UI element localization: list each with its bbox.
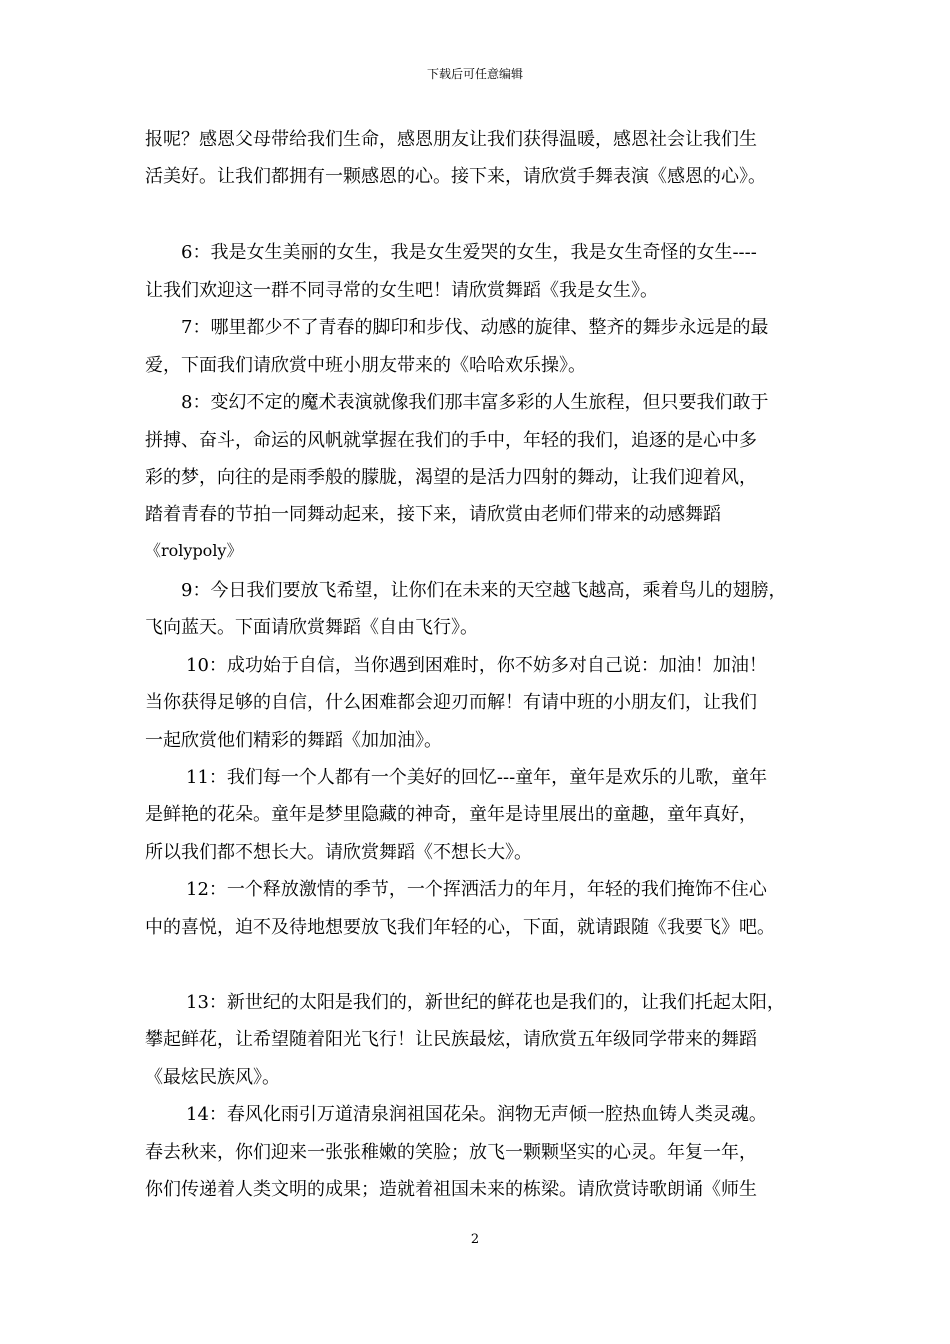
text-line: 你们传递着人类文明的成果；造就着祖国未来的栋梁。请欣赏诗歌朗诵《师生 — [145, 1179, 757, 1200]
text-line: 是鲜艳的花朵。童年是梦里隐藏的神奇，童年是诗里展出的童趣，童年真好， — [145, 804, 757, 825]
text-line: 6：我是女生美丽的女生，我是女生爱哭的女生，我是女生奇怪的女生---- — [181, 242, 757, 263]
text-line: 所以我们都不想长大。请欣赏舞蹈《不想长大》。 — [145, 842, 532, 863]
text-line: 中的喜悦，迫不及待地想要放飞我们年轻的心，下面，就请跟随《我要飞》吧。 — [145, 917, 775, 938]
page-number: 2 — [470, 1232, 480, 1247]
text-line: 让我们欢迎这一群不同寻常的女生吧！请欣赏舞蹈《我是女生》。 — [145, 280, 658, 301]
text-line: 《最炫民族风》。 — [145, 1067, 280, 1088]
text-line: 拼搏、奋斗，命运的风帆就掌握在我们的手中，年轻的我们，追逐的是心中多 — [145, 430, 757, 451]
text-line: 一起欣赏他们精彩的舞蹈《加加油》。 — [145, 730, 442, 751]
text-line: 14：春风化雨引万道清泉润祖国花朵。润物无声倾一腔热血铸人类灵魂。 — [186, 1104, 767, 1125]
text-line: 飞向蓝天。下面请欣赏舞蹈《自由飞行》。 — [145, 617, 478, 638]
text-line: 当你获得足够的自信，什么困难都会迎刃而解！有请中班的小朋友们，让我们 — [145, 692, 757, 713]
text-line: 活美好。让我们都拥有一颗感恩的心。接下来，请欣赏手舞表演《感恩的心》。 — [145, 166, 766, 187]
text-line: 9：今日我们要放飞希望，让你们在未来的天空越飞越高，乘着鸟儿的翅膀， — [181, 580, 787, 601]
text-line: 《rolypoly》 — [145, 541, 243, 560]
text-line: 报呢？感恩父母带给我们生命，感恩朋友让我们获得温暖，感恩社会让我们生 — [145, 129, 757, 150]
text-line: 10：成功始于自信，当你遇到困难时，你不妨多对自己说：加油！加油！ — [186, 655, 767, 676]
text-line: 11：我们每一个人都有一个美好的回忆---童年，童年是欢乐的儿歌，童年 — [186, 767, 768, 788]
text-line: 踏着青春的节拍一同舞动起来，接下来，请欣赏由老师们带来的动感舞蹈 — [145, 504, 721, 525]
text-line: 春去秋来，你们迎来一张张稚嫩的笑脸；放飞一颗颗坚实的心灵。年复一年， — [145, 1142, 757, 1163]
text-line: 彩的梦，向往的是雨季般的朦胧，渴望的是活力四射的舞动，让我们迎着风， — [145, 467, 757, 488]
text-line: 13：新世纪的太阳是我们的，新世纪的鲜花也是我们的，让我们托起太阳， — [186, 992, 785, 1013]
text-line: 攀起鲜花，让希望随着阳光飞行！让民族最炫，请欣赏五年级同学带来的舞蹈 — [145, 1029, 757, 1050]
page-header: 下载后可任意编辑 — [426, 67, 523, 81]
text-line: 12：一个释放激情的季节，一个挥洒活力的年月，年轻的我们掩饰不住心 — [186, 879, 767, 900]
text-line: 爱，下面我们请欣赏中班小朋友带来的《哈哈欢乐操》。 — [145, 355, 586, 376]
text-line: 8：变幻不定的魔术表演就像我们那丰富多彩的人生旅程，但只要我们敢于 — [181, 392, 769, 413]
text-line: 7：哪里都少不了青春的脚印和步伐、动感的旋律、整齐的舞步永远是的最 — [181, 317, 769, 338]
